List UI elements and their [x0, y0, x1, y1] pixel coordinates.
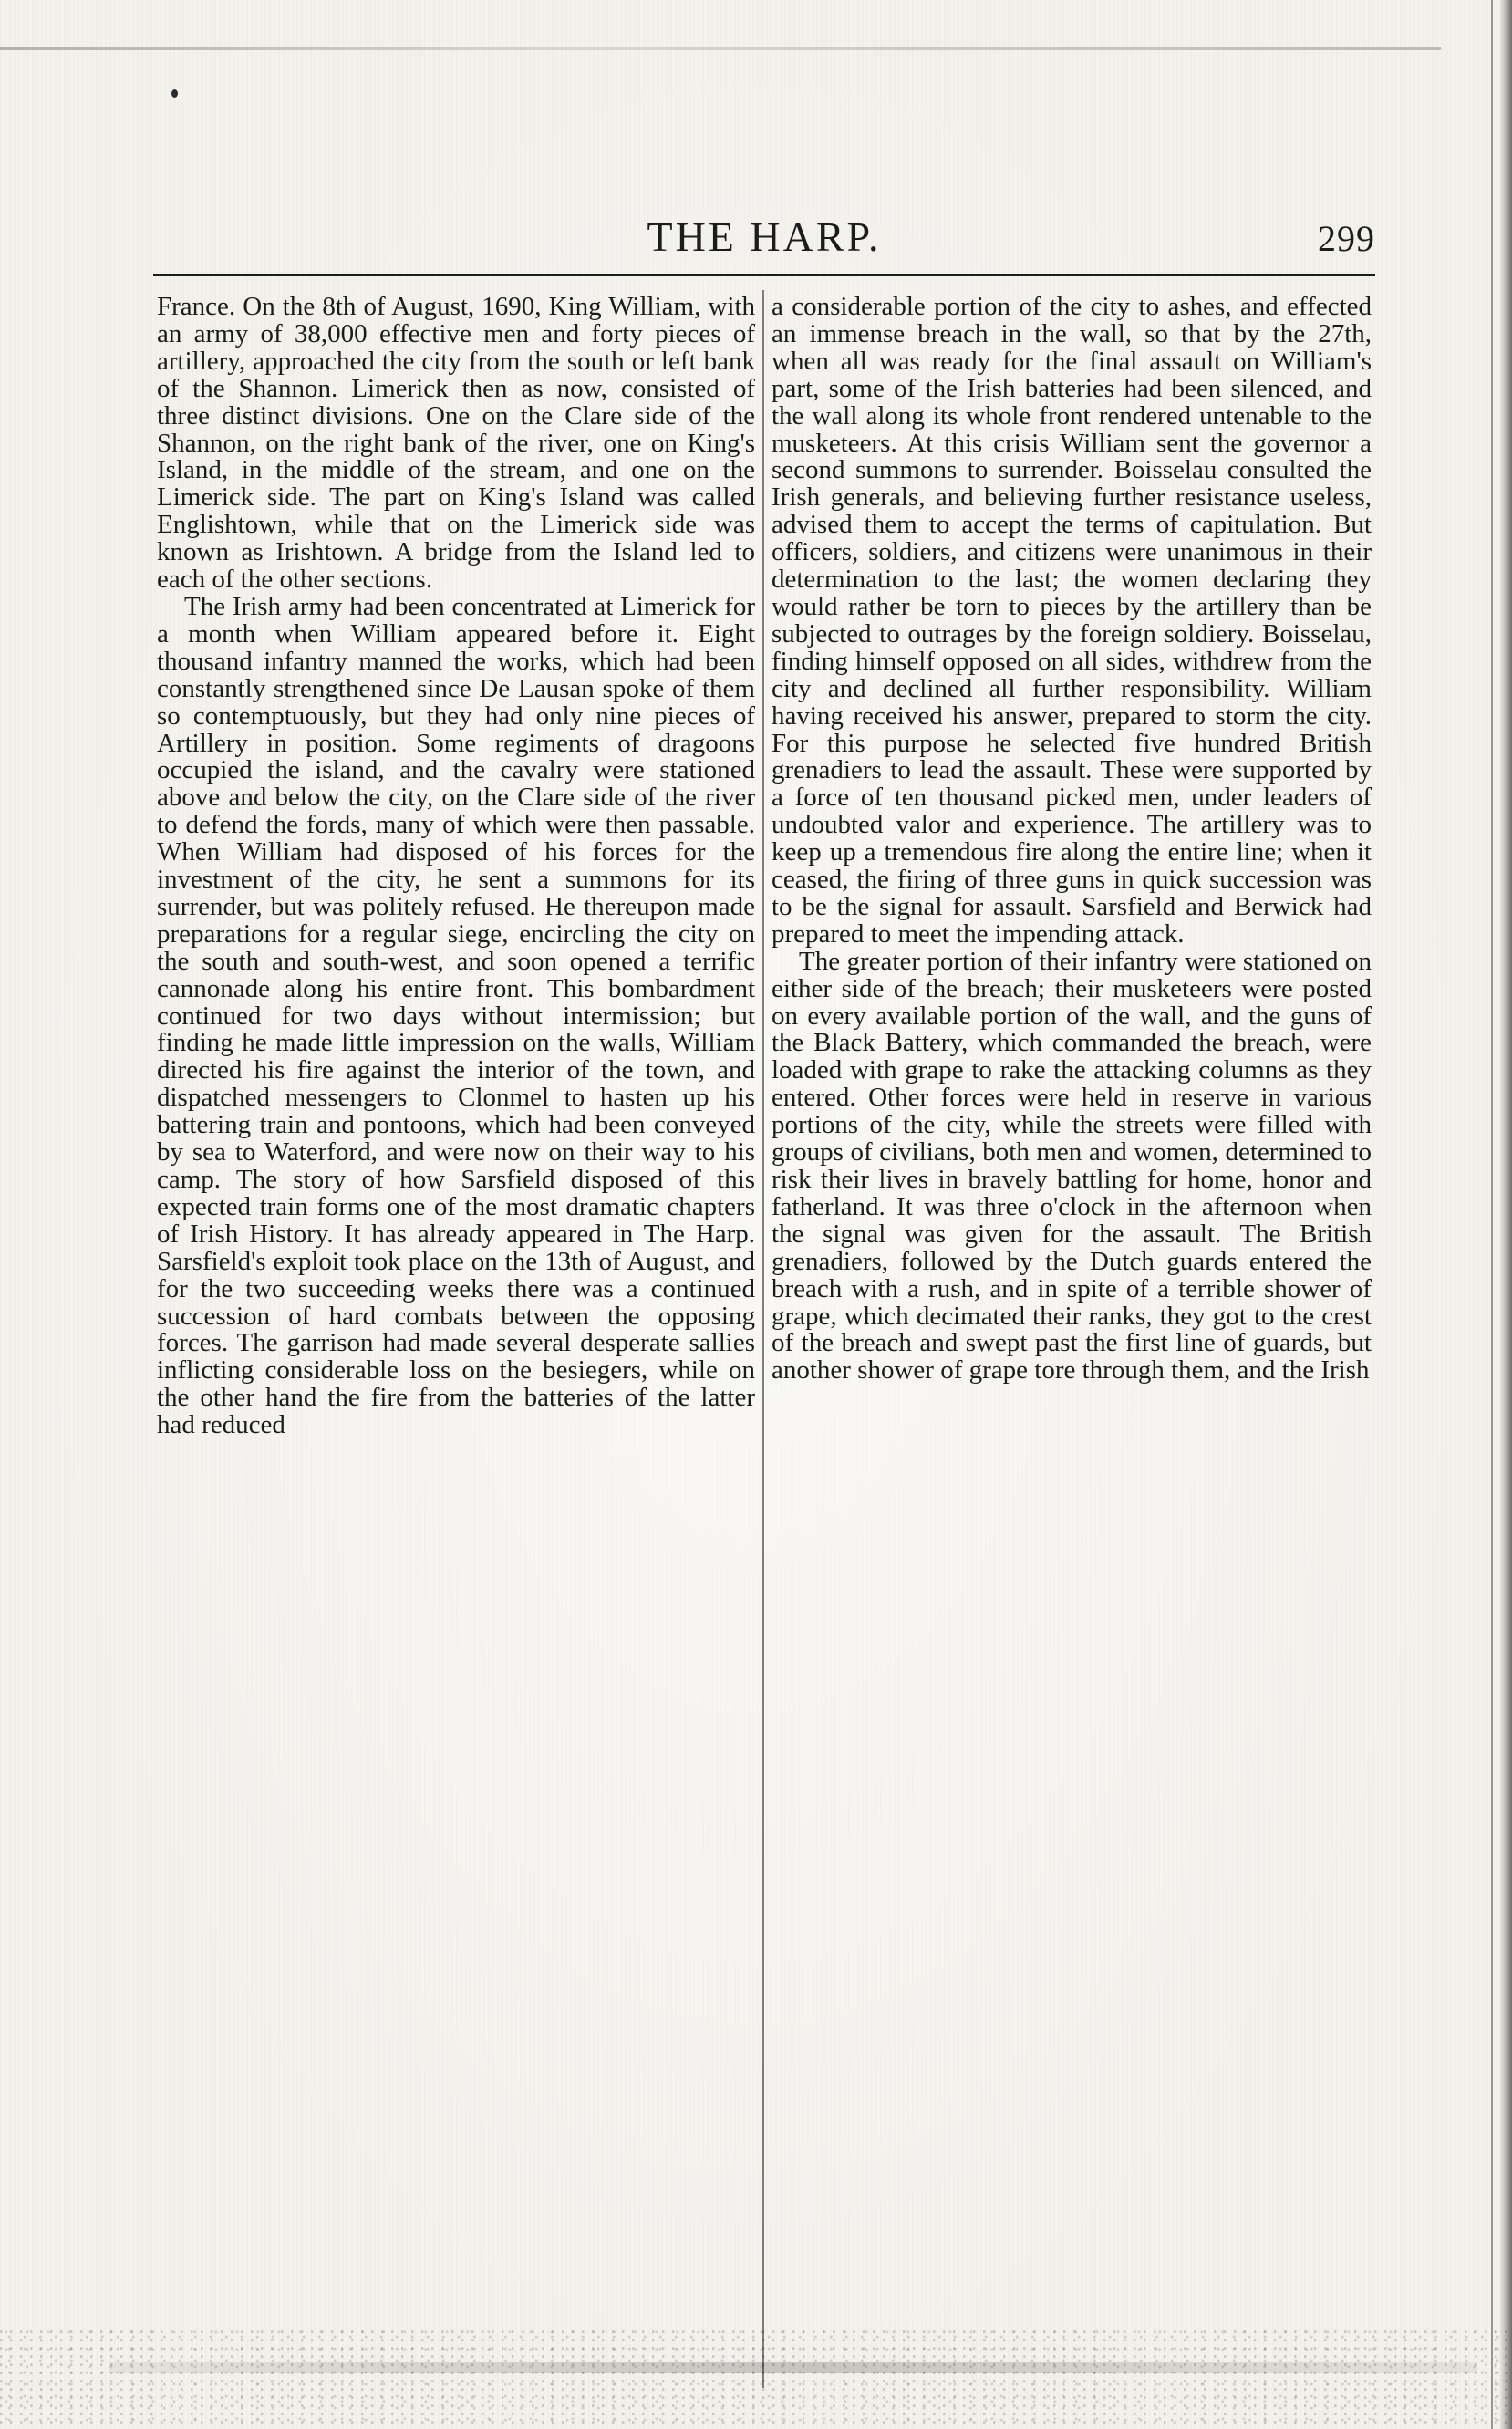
page-top-edge — [0, 47, 1441, 50]
left-paragraph-1: France. On the 8th of August, 1690, King William, with an army of 38,000 effective men and forty pieces of artillery, approached the city from the south or left bank of the Shannon. Limerick then as now, consisted of three distinct divisions. One on the Clare side of the Shannon, on the right bank of the river, one on King's Island, in the middle of the stream, and one on the Limerick side. The part on King's Island was called Englishtown, while that on the Limerick side was known as Irishtown. A bridge from the Island led to each of the other sections. — [157, 292, 755, 595]
page-right-edge-line — [1491, 0, 1493, 2429]
left-paragraph-2: The Irish army had been concentrated at Limerick for a month when William appeared before it. Eight thousand infantry manned the works, which had been constantly strengthened since De Lausan spoke of them so contemptuously, but they had only nine pieces of Artillery in position. Some regiments of dragoons occupied the island, and the cavalry were stationed above and below the city, on the Clare side of the river to defend the fords, many of which were then passable. When William had disposed of his forces for the investment of the city, he sent a summons for its surrender, but was politely refused. He thereupon made preparations for a regular siege, encircling the city on the south and south-west, and soon opened a terrific cannonade along his entire front. This bombardment continued for two days without intermission; but finding he made little impression on the walls, William directed his fire against the interior of the town, and dispatched messengers to Clonmel to hasten up his battering train and pontoons, which had been conveyed by sea to Waterford, and were now on their way to his camp. The story of how Sarsfield disposed of this expected train forms one of the most dramatic chapters of Irish History. It has already appeared in The Harp. Sarsfield's exploit took place on the 13th of August, and for the two succeeding weeks there was a continued succession of hard combats between the opposing forces. The garrison had made several desperate sallies inflicting considerable loss on the besiegers, while on the other hand the fire from the batteries of the latter had reduced — [157, 591, 755, 1440]
left-column — [157, 294, 755, 1439]
column-divider — [762, 290, 764, 2388]
right-paragraph-1: a considerable portion of the city to ashes, and effected an immense breach in the wall, so that by the 27th, when all was ready for the final assault on William's part, some of the Irish batteries had been silenced, and the wall along its whole front rendered untenable to the musketeers. At this crisis William sent the governor a second summons to surrender. Boisselau consulted the Irish generals, and believing further resistance useless, advised them to accept the terms of capitulation. But officers, soldiers, and citizens were unanimous in their determination to the last; the women declaring they would rather be torn to pieces by the artillery than be subjected to outrages by the foreign soldiery. Boisselau, finding himself opposed on all sides, withdrew from the city and declined all further responsibility. William having received his answer, prepared to storm the city. For this purpose he selected five hundred British grenadiers to lead the assault. These were supported by a force of ten thousand picked men, under leaders of undoubted valor and experience. The artillery was to keep up a tremendous fire along the entire line; when it ceased, the firing of three guns in quick succession was to be the signal for assault. Sarsfield and Berwick had prepared to meet the impending attack. — [772, 292, 1372, 949]
right-paragraph-2: The greater portion of their infantry were stationed on either side of the breach; their musketeers were posted on every available portion of the wall, and the guns of the Black Battery, which commanded the breach, were loaded with grape to rake the attacking columns as they entered. Other forces were held in reserve in various portions of the city, while the streets were filled with groups of civilians, both men and women, determined to risk their lives in bravely battling for home, honor and fatherland. It was three o'clock in the afternoon when the signal was given for the assault. The British grenadiers, followed by the Dutch guards entered the breach with a rush, and in spite of a terrible shower of grape, which decimated their ranks, they got to the crest of the breach and swept past the first line of guards, but another shower of grape tore through them, and the Irish — [772, 946, 1372, 1386]
running-title: THE HARP. — [647, 213, 882, 260]
page-header — [153, 210, 1375, 265]
right-column — [772, 294, 1372, 1385]
ink-speck — [171, 89, 178, 98]
header-rule — [153, 274, 1375, 276]
bottom-scan-speckle — [0, 2329, 1512, 2429]
page-number: 299 — [1318, 218, 1375, 259]
page-right-edge-shadow — [1499, 0, 1512, 2429]
